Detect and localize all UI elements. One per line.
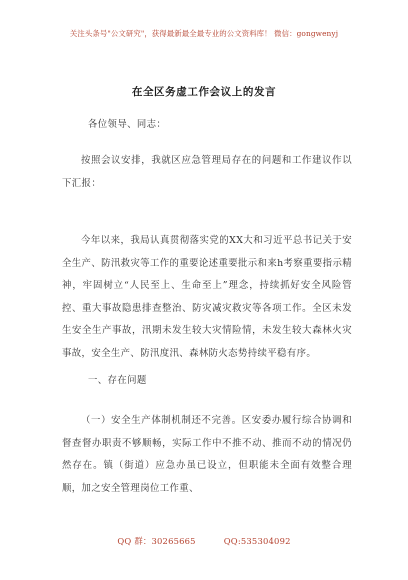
greeting: 各位领导、同志： [88, 119, 167, 130]
header-note: 关注头条号"公文研究"，获得最新最全最专业的公文资料库！ 微信：gongwenyj [69, 29, 339, 38]
footer-contact [0, 535, 408, 547]
footer-qq-group: QQ 群：30265665 [117, 536, 196, 546]
body-paragraph-1: 今年以来，我局认真贯彻落实党的XX大和习近平总书记关于安全生产、防汛救灾等工作的重要论述重要批示和来h考察重要指示精神，牢固树立“人民至上、生命至上”理念，持续抓好安全风险管控、重大事故隐患排查整治、防灾减灾救灾等各项工作。全区未发生安全生产事故，汛期未发生较大灾情险情，未发生较大森林火灾事故，安全生产、防汛度汛、森林防火态势持续平稳有序。 [62, 235, 352, 359]
section-heading: 一、存在问题 [88, 375, 147, 386]
intro-paragraph: 按照会议安排，我就区应急管理局存在的问题和工作建议作以下汇报： [62, 155, 352, 189]
body-paragraph-2: （一）安全生产体制机制还不完善。区安委办履行综合协调和督查督办职责不够顺畅，实际工作中不推不动、推而不动的情况仍然存在。镇（街道）应急办虽已设立，但职能未全面有效整合理顺，加之安全管理岗位工作重、 [62, 415, 352, 494]
footer-qq: QQ:535304092 [223, 536, 291, 546]
document-title: 在全区务虚工作会议上的发言 [131, 86, 277, 98]
